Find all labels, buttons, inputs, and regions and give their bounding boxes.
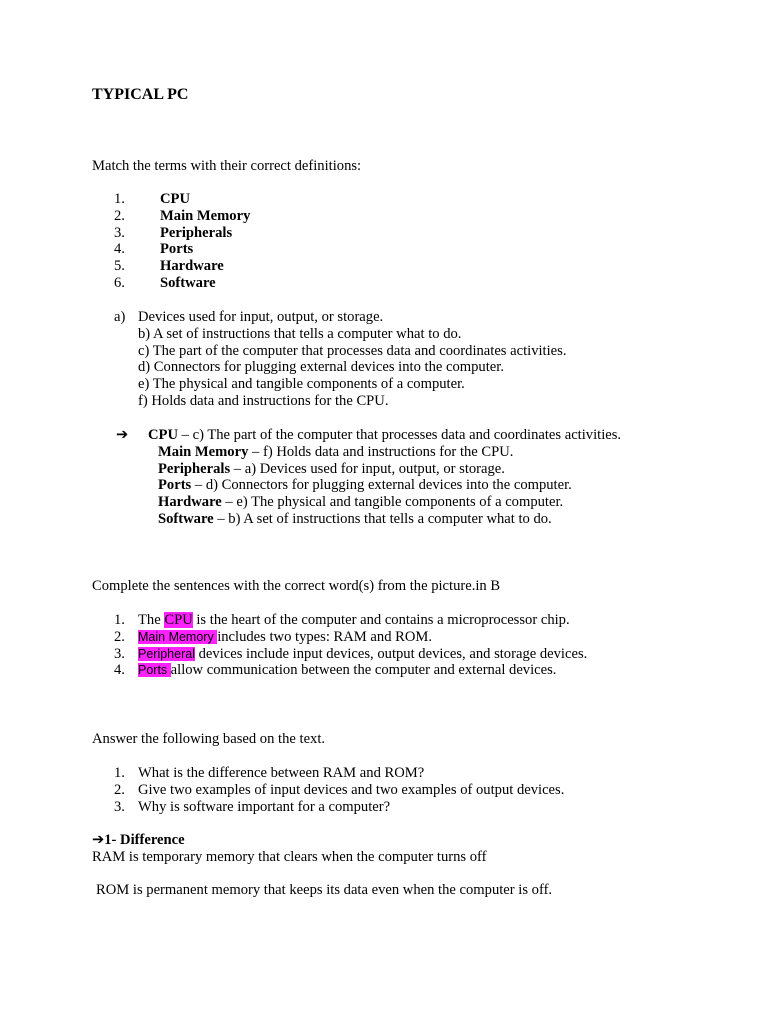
answer-definition: – e) The physical and tangible components of a computer. [221, 494, 564, 511]
answer-term: Peripherals [158, 460, 231, 477]
answer-item [116, 427, 621, 444]
sentence-item [114, 646, 587, 663]
term-number: 4. [114, 241, 125, 258]
sentence-number: 4. [114, 662, 125, 679]
sentence-post: allow communication between the computer and external devices. [170, 662, 557, 679]
answer-term: Software [158, 510, 214, 527]
term-label: Software [160, 274, 216, 291]
answer-item [116, 494, 621, 511]
answer-term: Main Memory [158, 443, 249, 460]
definition-item: d) Connectors for plugging external devices into the computer. [138, 359, 504, 376]
question-text: What is the difference between RAM and ROM? [138, 765, 425, 781]
question-item [114, 799, 564, 816]
highlighted-answer: Peripheral [138, 646, 195, 661]
term-number: 1. [114, 191, 125, 207]
term-number: 3. [114, 224, 125, 241]
definition-item: b) A set of instructions that tells a computer what to do. [138, 325, 462, 342]
sentence-item [114, 612, 587, 629]
definition-text: Devices used for input, output, or storage. [138, 309, 384, 325]
sentence-post: includes two types: RAM and ROM. [217, 628, 433, 645]
sentence-pre: The [138, 612, 165, 628]
answer-term: Hardware [158, 494, 222, 511]
term-label: Ports [160, 241, 194, 258]
sentences-list [114, 612, 587, 679]
answer-definition: – d) Connectors for plugging external devices into the computer. [191, 477, 572, 494]
definition-marker: a) [114, 309, 126, 325]
answer-definition: – a) Devices used for input, output, or storage. [230, 460, 505, 477]
definitions-list [114, 309, 566, 410]
answer-instruction: Answer the following based on the text. [92, 731, 326, 747]
highlighted-answer: Main Memory [138, 629, 218, 644]
answer-item [116, 511, 621, 528]
definition-item: f) Holds data and instructions for the CPU. [138, 392, 389, 409]
sentence-post: devices include input devices, output devices, and storage devices. [194, 645, 588, 662]
question-number: 2. [114, 781, 125, 798]
term-number: 5. [114, 258, 125, 275]
question-number: 3. [114, 798, 125, 815]
answer-item [116, 461, 621, 478]
arrow-icon: ➔ [116, 426, 129, 443]
term-label: CPU [160, 191, 190, 207]
term-item [114, 241, 250, 258]
term-item [114, 208, 250, 225]
highlighted-answer: CPU [164, 612, 193, 628]
sentence-number: 2. [114, 628, 125, 645]
term-label: Hardware [160, 258, 224, 275]
answer-line-rom: ROM is permanent memory that keeps its data even when the computer is off. [96, 882, 553, 898]
questions-list [114, 765, 564, 815]
term-item [114, 225, 250, 242]
definition-item [114, 309, 566, 326]
answer-term: CPU [148, 427, 178, 443]
question-text: Why is software important for a computer? [138, 798, 391, 815]
term-label: Main Memory [160, 207, 251, 224]
matching-instruction: Match the terms with their correct definitions: [92, 158, 362, 174]
question-item [114, 782, 564, 799]
highlighted-answer: Ports [138, 663, 171, 678]
sentence-item [114, 662, 587, 679]
arrow-icon: ➔ [92, 831, 105, 848]
sentence-number: 1. [114, 612, 125, 628]
page-title: TYPICAL PC [92, 86, 189, 103]
terms-list [114, 191, 250, 292]
term-item [114, 258, 250, 275]
term-item [114, 275, 250, 292]
answer-heading [92, 832, 185, 849]
term-number: 6. [114, 274, 125, 291]
answer-item [116, 477, 621, 494]
sentence-number: 3. [114, 645, 125, 662]
answer-heading-text: 1- Difference [104, 832, 185, 848]
term-number: 2. [114, 207, 125, 224]
question-number: 1. [114, 765, 125, 781]
answer-item [116, 444, 621, 461]
answer-definition: – b) A set of instructions that tells a computer what to do. [213, 510, 552, 527]
answers-block [116, 427, 621, 528]
term-item [114, 191, 250, 208]
answer-term: Ports [158, 477, 192, 494]
sentence-item [114, 629, 587, 646]
complete-instruction: Complete the sentences with the correct word(s) from the picture.in B [92, 578, 501, 594]
answer-definition: – f) Holds data and instructions for the CPU. [248, 443, 514, 460]
term-label: Peripherals [160, 224, 233, 241]
question-item [114, 765, 564, 782]
answer-definition: – c) The part of the computer that processes data and coordinates activities. [178, 427, 622, 443]
answer-line-ram: RAM is temporary memory that clears when the computer turns off [92, 849, 487, 865]
definition-item: c) The part of the computer that processes data and coordinates activities. [138, 342, 567, 359]
definition-item: e) The physical and tangible components of a computer. [138, 376, 465, 393]
sentence-post: is the heart of the computer and contains a microprocessor chip. [192, 612, 570, 628]
question-text: Give two examples of input devices and two examples of output devices. [138, 781, 565, 798]
